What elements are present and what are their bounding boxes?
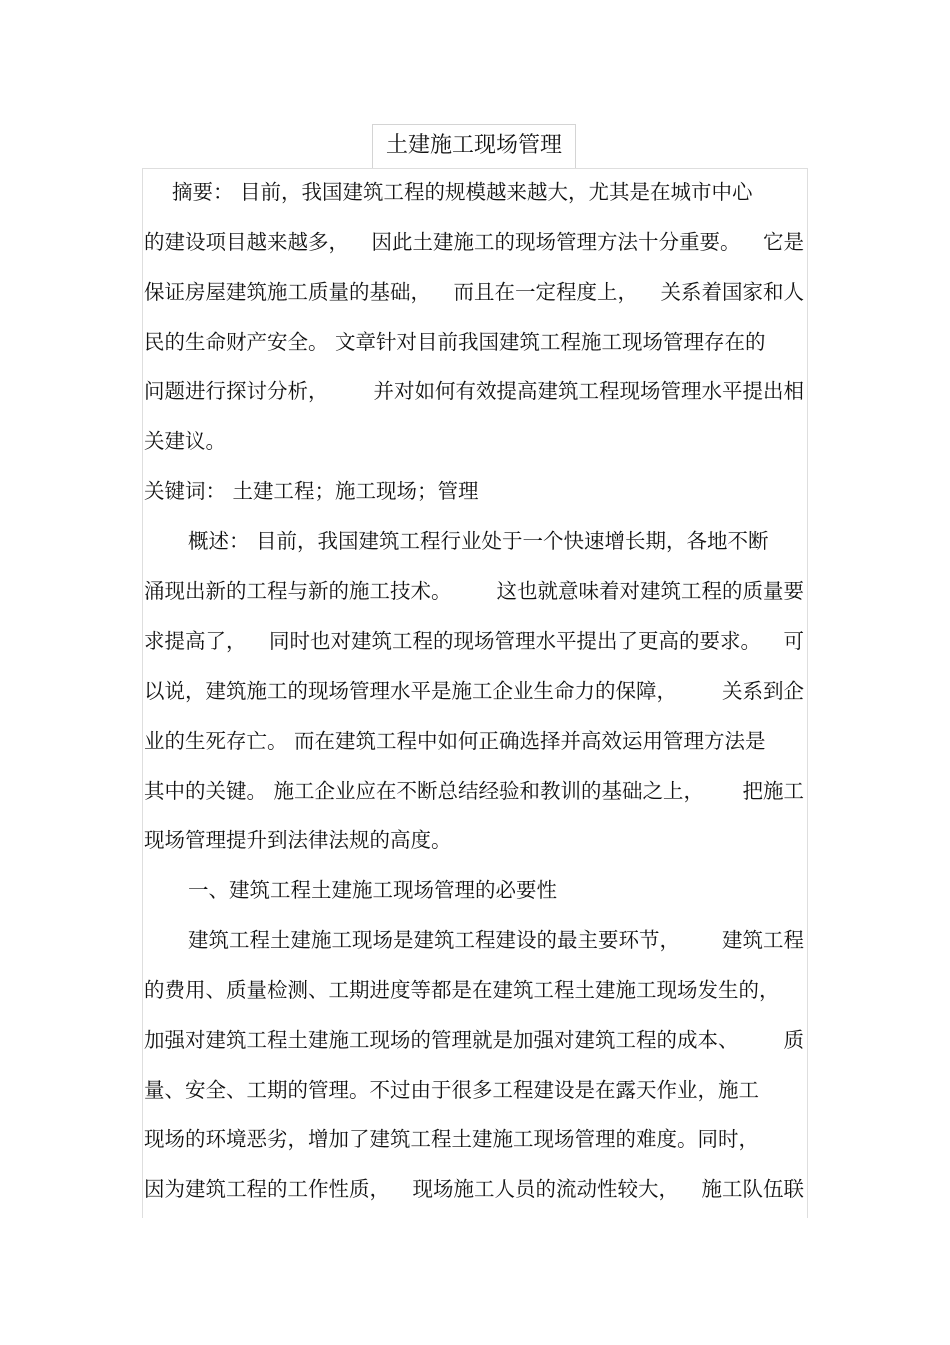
text-segment: 其中的关键。 施工企业应在不断总结经验和教训的基础之上， <box>144 779 705 803</box>
text-segment: 可 <box>783 629 804 653</box>
text-segment: 因此土建施工的现场管理方法十分重要。 <box>371 230 741 254</box>
section-line <box>188 920 804 960</box>
text-segment: 现场施工人员的流动性较大， <box>412 1177 679 1201</box>
abstract-line <box>144 421 804 461</box>
overview-line <box>144 820 804 860</box>
section-line <box>144 1119 804 1159</box>
abstract-line <box>144 222 804 262</box>
overview-line <box>144 771 804 811</box>
section-line <box>144 970 804 1010</box>
abstract-line <box>144 272 804 312</box>
overview-line <box>144 621 804 661</box>
text-segment: 问题进行探讨分析， <box>144 379 329 403</box>
text-segment: 关系到企 <box>722 679 804 703</box>
text-segment: 以说，建筑施工的现场管理水平是施工企业生命力的保障， <box>144 679 677 703</box>
text-segment: 的建设项目越来越多， <box>144 230 349 254</box>
text-segment: 而且在一定程度上， <box>453 280 638 304</box>
document-title: 土建施工现场管理 <box>385 133 562 158</box>
section-heading: 一、建筑工程土建施工现场管理的必要性 <box>188 878 557 902</box>
abstract-line <box>144 371 804 411</box>
section-line <box>144 1070 804 1110</box>
text-segment: 涌现出新的工程与新的施工技术。 <box>144 579 452 603</box>
text-segment: 质 <box>783 1028 804 1052</box>
text-segment: 把施工 <box>742 779 804 803</box>
text-segment: 求提高了， <box>144 629 247 653</box>
text-segment: 因为建筑工程的工作性质， <box>144 1177 390 1201</box>
section-line <box>144 1020 804 1060</box>
text-segment: 现场的环境恶劣，增加了建筑工程土建施工现场管理的难度。同时， <box>144 1127 759 1151</box>
text-segment: 量、安全、工期的管理。不过由于很多工程建设是在露天作业，施工 <box>144 1078 759 1102</box>
overview-line <box>144 671 804 711</box>
text-segment: 摘要： 目前，我国建筑工程的规模越来越大，尤其是在城市中心 <box>172 180 753 204</box>
text-segment: 现场管理提升到法律法规的高度。 <box>144 828 452 852</box>
overview-line <box>188 521 804 561</box>
abstract-line <box>144 322 804 362</box>
text-segment: 同时也对建筑工程的现场管理水平提出了更高的要求。 <box>269 629 761 653</box>
keywords-line: 关键词： 土建工程；施工现场；管理 <box>144 479 479 503</box>
text-segment: 民的生命财产安全。 文章针对目前我国建筑工程施工现场管理存在的 <box>144 330 766 354</box>
text-segment: 这也就意味着对建筑工程的质量要 <box>496 579 804 603</box>
overview-line <box>144 721 804 761</box>
text-segment: 的费用、质量检测、工期进度等都是在建筑工程土建施工现场发生的， <box>144 978 780 1002</box>
text-segment: 建筑工程土建施工现场是建筑工程建设的最主要环节， <box>188 928 680 952</box>
text-segment: 业的生死存亡。 而在建筑工程中如何正确选择并高效运用管理方法是 <box>144 729 766 753</box>
text-segment: 施工队伍联 <box>701 1177 804 1201</box>
abstract-line <box>172 172 804 212</box>
text-segment: 并对如何有效提高建筑工程现场管理水平提出相 <box>373 379 804 403</box>
text-segment: 加强对建筑工程土建施工现场的管理就是加强对建筑工程的成本、 <box>144 1028 739 1052</box>
text-segment: 保证房屋建筑施工质量的基础， <box>144 280 431 304</box>
overview-line <box>144 571 804 611</box>
text-segment: 它是 <box>763 230 804 254</box>
section-line <box>144 1169 804 1209</box>
text-segment: 概述： 目前，我国建筑工程行业处于一个快速增长期，各地不断 <box>188 529 769 553</box>
text-segment: 关建议。 <box>144 429 226 453</box>
text-segment: 建筑工程 <box>722 928 804 952</box>
text-segment: 关系着国家和人 <box>660 280 804 304</box>
